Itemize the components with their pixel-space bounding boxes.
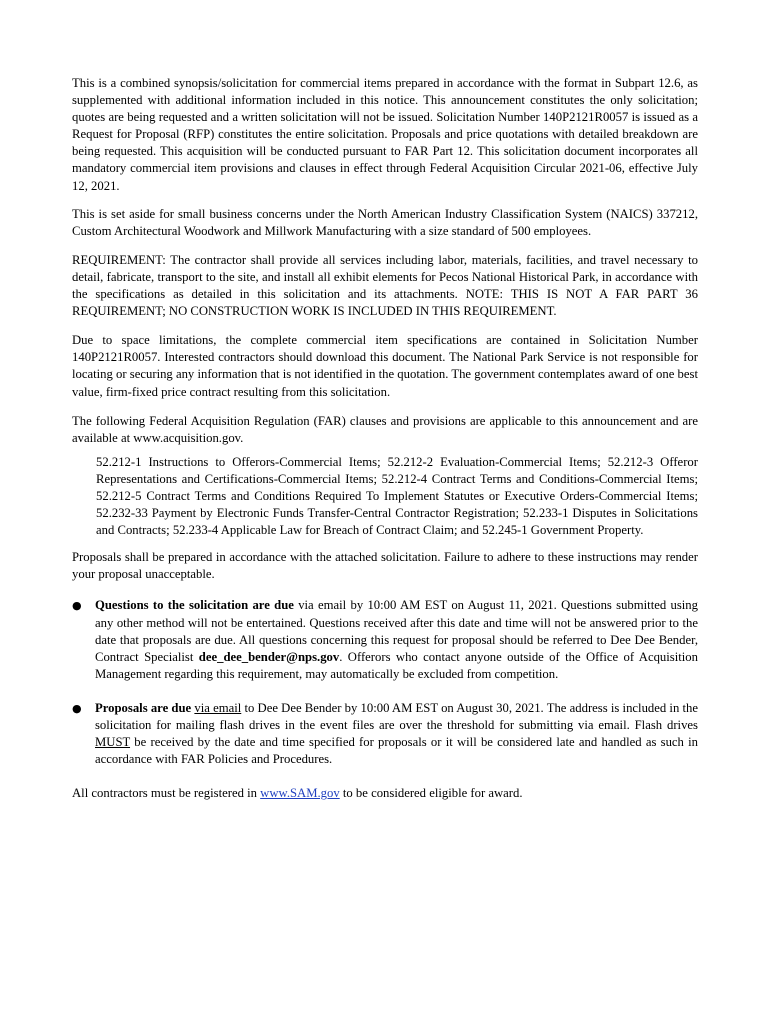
bullet-icon: ● bbox=[72, 599, 82, 613]
registration-paragraph bbox=[72, 785, 698, 802]
questions-due-text: via email by 10:00 AM EST on August 11, 2021. Questions submitted using any other method will not be entertained. Questions received after this date and time will not be answered prior to the date that proposals are due. All questions concerning this request for proposal should be referred to Dee Dee Bender, Contract Specialist bbox=[95, 598, 698, 664]
far-intro-paragraph: The following Federal Acquisition Regulation (FAR) clauses and provisions are applicable to this announcement and are available at www.acquisition.gov. bbox=[72, 413, 698, 445]
proposals-due-text: to Dee Dee Bender by 10:00 AM EST on August 30, 2021. The address is included in the solicitation for mailing flash drives in the event files are over the threshold for submitting via email. Flash drives bbox=[95, 700, 698, 732]
contact-email: dee_dee_bender@nps.gov bbox=[198, 649, 340, 664]
via-email-text: via email bbox=[194, 700, 242, 715]
deadlines-list bbox=[72, 597, 698, 768]
bullet-icon: ● bbox=[72, 701, 82, 715]
registration-text: All contractors must be registered in bbox=[72, 786, 261, 801]
must-emphasis: MUST bbox=[95, 735, 131, 750]
proposals-due-lead: Proposals are due bbox=[95, 700, 192, 715]
far-clauses-list: 52.212-1 Instructions to Offerors-Commercial Items; 52.212-2 Evaluation-Commercial Items; 52.212-3 Offeror Representations and Certifications-Commercial Items; 52.212-4 Contract Terms and Conditions-Commercial Items; 52.212-5 Contract Terms and Conditions Required To Implement Statutes or Executive Orders-Commercial Items; 52.232-33 Payment by Electronic Funds Transfer-Central Contractor Registration; 52.233-1 Disputes in Solicitations and Contracts; 52.233-4 Applicable Law for Breach of Contract Claim; and 52.245-1 Government Property. bbox=[96, 454, 698, 538]
sam-gov-link[interactable]: www.SAM.gov bbox=[260, 786, 340, 801]
proposals-due-item bbox=[72, 700, 698, 768]
requirement-paragraph: REQUIREMENT: The contractor shall provide all services including labor, materials, facilities, and travel necessary to detail, fabricate, transport to the site, and install all exhibit elements for Pecos National Historical Park, in accordance with the specifications as detailed in this solicitation and its attachments. NOTE: THIS IS NOT A FAR PART 36 REQUIREMENT; NO CONSTRUCTION WORK IS INCLUDED IN THIS REQUIREMENT. bbox=[72, 252, 698, 319]
specifications-paragraph: Due to space limitations, the complete commercial item specifications are contained in Solicitation Number 140P2121R0057. Interested contractors should download this document. The National Park Service is not responsible for locating or securing any information that is not identified in the quotation. The government contemplates award of one best value, firm-fixed price contract resulting from this solicitation. bbox=[72, 333, 698, 399]
registration-text-end: to be considered eligible for award. bbox=[339, 786, 523, 801]
proposals-due-text-end: be received by the date and time specified for proposals or it will be considered late and handled as such in accordance with FAR Policies and Procedures. bbox=[95, 735, 698, 767]
questions-due-text-end: . Offerors who contact anyone outside of the Office of Acquisition Management regarding this requirement, may automatically be excluded from competition. bbox=[95, 649, 698, 681]
set-aside-paragraph: This is set aside for small business concerns under the North American Industry Classification System (NAICS) 337212, Custom Architectural Woodwork and Millwork Manufacturing with a size standard of 500 employees. bbox=[72, 206, 698, 238]
questions-due-item bbox=[72, 597, 698, 682]
proposal-preparation-paragraph: Proposals shall be prepared in accordance with the attached solicitation. Failure to adhere to these instructions may render your proposal unacceptable. bbox=[72, 550, 698, 582]
synopsis-paragraph: This is a combined synopsis/solicitation for commercial items prepared in accordance with the format in Subpart 12.6, as supplemented with additional information included in this notice. This announcement constitutes the only solicitation; quotes are being requested and a written solicitation will not be issued. Solicitation Number 140P2121R0057 is issued as a Request for Proposal (RFP) constitutes the entire solicitation. Proposals and price quotations with detailed breakdown are being requested. This acquisition will be conducted pursuant to FAR Part 12. This solicitation document incorporates all mandatory commercial item provisions and clauses in effect through Federal Acquisition Circular 2021-06, effective July 12, 2021. bbox=[72, 76, 698, 193]
questions-due-lead: Questions to the solicitation are due bbox=[95, 598, 294, 613]
